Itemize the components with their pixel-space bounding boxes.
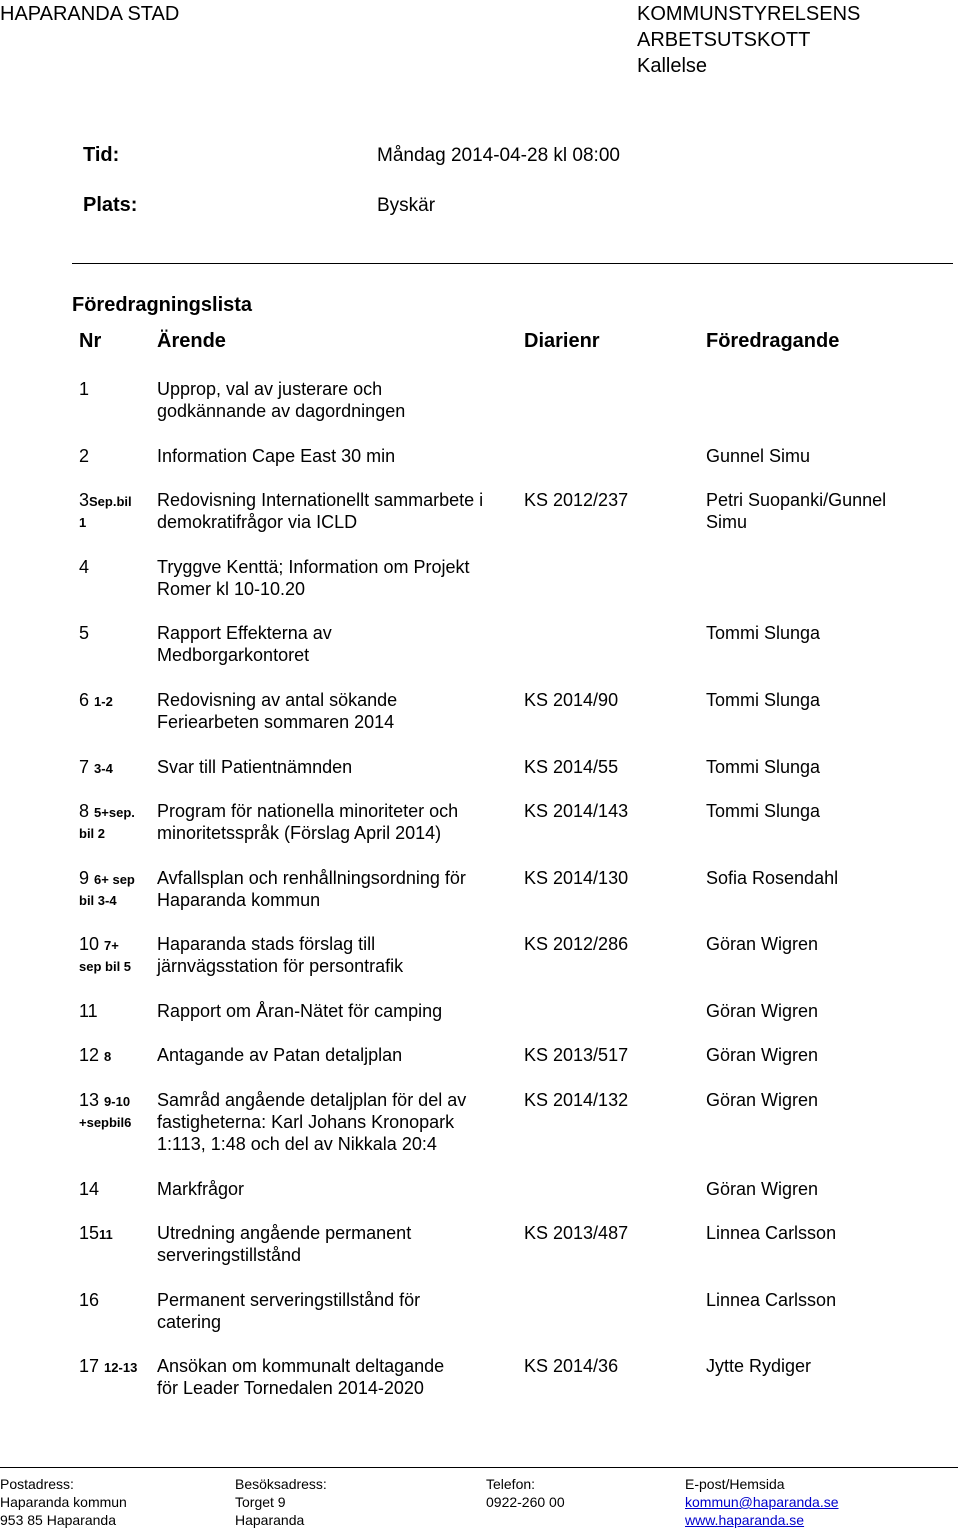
time-value: Måndag 2014-04-28 kl 08:00 <box>377 145 620 166</box>
item-subject-line: Haparanda kommun <box>157 890 321 910</box>
item-subject-line: för Leader Tornedalen 2014-2020 <box>157 1378 424 1398</box>
item-subject <box>157 445 517 467</box>
item-number <box>79 1178 155 1200</box>
item-diarienr: KS 2014/55 <box>524 757 619 777</box>
item-diarienr: KS 2013/487 <box>524 1223 629 1243</box>
item-diarienr: KS 2013/517 <box>524 1045 629 1065</box>
item-subject-line: godkännande av dagordningen <box>157 401 406 421</box>
document-type: Kallelse <box>637 55 708 77</box>
item-number <box>79 489 155 533</box>
item-presenter <box>706 756 956 778</box>
item-diarienr: KS 2014/90 <box>524 690 619 710</box>
item-number <box>79 800 155 844</box>
item-subject-line: Utredning angående permanent <box>157 1223 412 1243</box>
item-attachment-ref-2: 1 <box>79 515 87 530</box>
column-header-foredragande: Föredragande <box>706 330 840 352</box>
item-number <box>79 1089 155 1133</box>
item-diarienr: KS 2014/132 <box>524 1090 629 1110</box>
item-subject <box>157 1089 517 1155</box>
organization-name: HAPARANDA STAD <box>0 3 180 25</box>
item-presenter <box>706 1044 956 1066</box>
item-attachment-ref-2: bil 3-4 <box>79 893 117 908</box>
item-presenter <box>706 1178 956 1200</box>
footer-visit-line: Torget 9 <box>235 1494 286 1510</box>
item-subject-line: Information Cape East 30 min <box>157 446 396 466</box>
item-presenter-line: Linnea Carlsson <box>706 1290 837 1310</box>
item-subject-line: järnvägsstation för persontrafik <box>157 956 404 976</box>
item-presenter-line: Petri Suopanki/Gunnel <box>706 490 887 510</box>
item-nr: 9 <box>79 868 90 888</box>
item-nr: 17 <box>79 1356 100 1376</box>
item-attachment-ref: 6+ sep <box>94 872 135 887</box>
item-subject <box>157 933 517 977</box>
footer-website-link[interactable]: www.haparanda.se <box>685 1512 805 1528</box>
item-presenter <box>706 1089 956 1111</box>
item-subject-line: Permanent serveringstillstånd för <box>157 1290 421 1310</box>
item-presenter-line: Tommi Slunga <box>706 757 821 777</box>
item-subject-line: minoritetsspråk (Förslag April 2014) <box>157 823 442 843</box>
item-presenter <box>706 933 956 955</box>
item-subject-line: Antagande av Patan detaljplan <box>157 1045 403 1065</box>
item-nr: 14 <box>79 1179 100 1199</box>
committee-name <box>637 1 860 79</box>
item-attachment-ref: 1-2 <box>94 694 113 709</box>
item-presenter <box>706 445 956 467</box>
footer-phone-value: 0922-260 00 <box>486 1494 565 1510</box>
item-presenter <box>706 622 956 644</box>
item-number <box>79 556 155 578</box>
item-nr: 15 <box>79 1223 100 1243</box>
item-presenter-line: Tommi Slunga <box>706 801 821 821</box>
item-diarienr: KS 2014/143 <box>524 801 629 821</box>
item-presenter-line: Tommi Slunga <box>706 690 821 710</box>
item-subject-line: Feriearbeten sommaren 2014 <box>157 712 395 732</box>
item-presenter-line: Jytte Rydiger <box>706 1356 812 1376</box>
footer-email-link[interactable]: kommun@haparanda.se <box>685 1494 839 1510</box>
item-number <box>79 689 155 713</box>
place-value: Byskär <box>377 195 436 216</box>
item-subject <box>157 1355 517 1399</box>
item-subject-line: Upprop, val av justerare och <box>157 379 383 399</box>
item-nr: 16 <box>79 1290 100 1310</box>
item-attachment-ref-2: sep bil 5 <box>79 959 132 974</box>
item-subject-line: Redovisning Internationellt sammarbete i <box>157 490 484 510</box>
item-subject-line: Rapport om Åran-Nätet för camping <box>157 1001 443 1021</box>
item-nr: 11 <box>79 1001 98 1021</box>
item-presenter-line: Linnea Carlsson <box>706 1223 837 1243</box>
footer-divider <box>0 1467 958 1468</box>
footer-web <box>685 1475 839 1529</box>
committee-line-2: ARBETSUTSKOTT <box>637 29 811 51</box>
item-number <box>79 1289 155 1311</box>
item-number <box>79 1355 155 1379</box>
footer-visit <box>235 1475 327 1529</box>
footer-phone <box>486 1475 565 1511</box>
item-subject-line: Svar till Patientnämnden <box>157 757 353 777</box>
item-nr: 2 <box>79 446 90 466</box>
item-presenter <box>706 800 956 822</box>
column-header-diarienr: Diarienr <box>524 330 600 352</box>
footer-postal-label: Postadress: <box>0 1476 74 1492</box>
item-subject <box>157 1222 517 1266</box>
item-subject-line: Ansökan om kommunalt deltagande <box>157 1356 445 1376</box>
item-subject <box>157 1289 517 1333</box>
item-nr: 8 <box>79 801 90 821</box>
item-subject-line: Samråd angående detaljplan för del av <box>157 1090 467 1110</box>
item-attachment-ref: 5+sep. <box>94 805 135 820</box>
item-presenter <box>706 1355 956 1377</box>
item-presenter-line: Göran Wigren <box>706 1045 819 1065</box>
item-presenter-line: Gunnel Simu <box>706 446 811 466</box>
item-presenter <box>706 1222 956 1244</box>
item-subject-line: Avfallsplan och renhållningsordning för <box>157 868 466 888</box>
item-nr: 3 <box>79 490 90 510</box>
item-subject-line: Medborgarkontoret <box>157 645 310 665</box>
footer-phone-label: Telefon: <box>486 1476 536 1492</box>
item-nr: 13 <box>79 1090 100 1110</box>
item-subject-line: catering <box>157 1312 222 1332</box>
item-subject <box>157 378 517 422</box>
item-attachment-ref-2: +sepbil6 <box>79 1115 132 1130</box>
item-subject <box>157 489 517 533</box>
item-attachment-ref: 11 <box>99 1227 113 1242</box>
item-nr: 12 <box>79 1045 100 1065</box>
item-subject-line: 1:113, 1:48 och del av Nikkala 20:4 <box>157 1134 437 1154</box>
item-subject-line: demokratifrågor via ICLD <box>157 512 358 532</box>
item-attachment-ref: 3-4 <box>94 761 113 776</box>
item-number <box>79 445 155 467</box>
item-number <box>79 756 155 780</box>
footer-visit-line: Haparanda <box>235 1512 305 1528</box>
footer-web-label: E-post/Hemsida <box>685 1476 785 1492</box>
item-nr: 5 <box>79 623 90 643</box>
item-subject <box>157 622 517 666</box>
column-header-arende: Ärende <box>157 330 226 352</box>
item-subject <box>157 556 517 600</box>
time-label: Tid: <box>83 144 120 166</box>
footer-postal-line: 953 85 Haparanda <box>0 1512 116 1528</box>
item-nr: 7 <box>79 757 90 777</box>
committee-line-1: KOMMUNSTYRELSENS <box>637 3 861 25</box>
item-diarienr: KS 2014/130 <box>524 868 629 888</box>
item-attachment-ref: 9-10 <box>104 1094 131 1109</box>
item-diarienr: KS 2012/237 <box>524 490 629 510</box>
item-subject <box>157 800 517 844</box>
item-presenter-line: Tommi Slunga <box>706 623 821 643</box>
item-presenter <box>706 689 956 711</box>
item-subject <box>157 1044 517 1066</box>
footer-postal-line: Haparanda kommun <box>0 1494 127 1510</box>
item-subject-line: Haparanda stads förslag till <box>157 934 376 954</box>
item-subject-line: serveringstillstånd <box>157 1245 302 1265</box>
item-attachment-ref: 12-13 <box>104 1360 138 1375</box>
item-subject <box>157 689 517 733</box>
item-subject-line: Program för nationella minoriteter och <box>157 801 459 821</box>
header-divider <box>72 263 953 264</box>
item-presenter-line: Göran Wigren <box>706 1001 819 1021</box>
item-presenter-line: Göran Wigren <box>706 1090 819 1110</box>
item-nr: 10 <box>79 934 100 954</box>
item-presenter <box>706 867 956 889</box>
item-subject-line: Tryggve Kenttä; Information om Projekt <box>157 557 470 577</box>
item-subject-line: Markfrågor <box>157 1179 245 1199</box>
item-attachment-ref-2: bil 2 <box>79 826 106 841</box>
item-presenter-line: Göran Wigren <box>706 1179 819 1199</box>
item-subject <box>157 1178 517 1200</box>
item-subject <box>157 867 517 911</box>
item-presenter-line: Sofia Rosendahl <box>706 868 839 888</box>
item-number <box>79 933 155 977</box>
item-attachment-ref: 8 <box>104 1049 112 1064</box>
item-subject-line: Rapport Effekterna av <box>157 623 332 643</box>
agenda-title: Föredragningslista <box>72 294 253 316</box>
item-attachment-ref: 7+ <box>104 938 119 953</box>
item-nr: 4 <box>79 557 90 577</box>
item-number <box>79 1222 155 1246</box>
item-subject-line: Romer kl 10-10.20 <box>157 579 306 599</box>
item-nr: 6 <box>79 690 90 710</box>
column-header-nr: Nr <box>79 330 102 352</box>
footer-postal <box>0 1475 127 1529</box>
item-nr: 1 <box>79 379 90 399</box>
item-subject-line: Redovisning av antal sökande <box>157 690 398 710</box>
item-number <box>79 867 155 911</box>
item-presenter <box>706 1289 956 1311</box>
item-subject-line: fastigheterna: Karl Johans Kronopark <box>157 1112 455 1132</box>
item-number <box>79 378 155 400</box>
item-presenter <box>706 1000 956 1022</box>
item-diarienr: KS 2014/36 <box>524 1356 619 1376</box>
place-label: Plats: <box>83 194 138 216</box>
footer-visit-label: Besöksadress: <box>235 1476 327 1492</box>
item-presenter-line: Göran Wigren <box>706 934 819 954</box>
item-number <box>79 1000 155 1022</box>
item-number <box>79 622 155 644</box>
item-attachment-ref: Sep.bil <box>89 494 132 509</box>
item-subject <box>157 756 517 778</box>
item-number <box>79 1044 155 1068</box>
item-presenter <box>706 489 956 533</box>
item-presenter-line: Simu <box>706 512 748 532</box>
item-diarienr: KS 2012/286 <box>524 934 629 954</box>
item-subject <box>157 1000 517 1022</box>
